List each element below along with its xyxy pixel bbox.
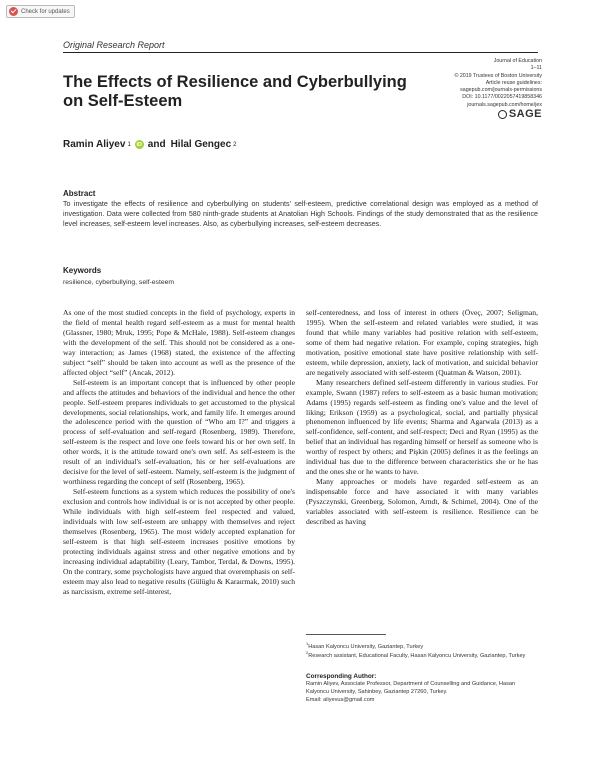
author-list — [63, 139, 236, 150]
body-column-right — [306, 308, 538, 527]
body-paragraph: self-centeredness, and loss of interest in others (Öveç, 2007; Seligman, 1995). When the self-esteem and related variables were studied, it was found that while many variables had positive relation with self-esteem, some of them had negative relation. For example, coping strategies, high motivation, positive emotional state have positive relationship with self-esteem, while depression, anxiety, lack of motivation, and suicidal behavior are negatively associated with self-esteem (Quatman & Watson, 2001). — [306, 308, 538, 377]
affiliation-text: Hasan Kalyoncu University, Gaziantep, Turkey — [308, 643, 424, 650]
body-paragraph: Self-esteem functions as a system which reduces the possibility of one's exclusion and controls how individual is or is not accepted by other people. While individuals with high self-esteem feel respected and valued, individuals with low self-esteem are unhappy with themselves and reject themselves (Rosenberg, 1965). The most widely accepted explanation for self-esteem is that high self-esteem increases positive emotions by protecting individuals against stress and other negative emotions and by increasing individual adaptability (Leary, Tambor, Terdal, & Downs, 1995). On the contrary, some psychologists have argued that overemphasis on self-esteem may also lead to negative results (Gülüglu & Karaırmak, 2010) such as narcissism, extreme self-interest, — [63, 487, 295, 596]
journal-name: Journal of Education — [493, 58, 542, 64]
affiliation-marker: 1 — [127, 141, 131, 148]
check-for-updates-badge[interactable] — [6, 5, 75, 18]
author-name[interactable]: Ramin Aliyev — [63, 139, 126, 150]
article-title: The Effects of Resilience and Cyberbullying on Self-Esteem — [63, 73, 407, 110]
orcid-icon[interactable]: iD — [136, 141, 143, 148]
article-type: Original Research Report — [63, 40, 165, 50]
keywords-text: resilience, cyberbullying, self-esteem — [63, 279, 175, 286]
author-name[interactable]: Hilal Gengec — [170, 139, 232, 150]
doi[interactable]: DOI: 10.1177/0022057419858346 — [462, 94, 542, 101]
affiliation-text: Research assistant, Educational Faculty, Hasan Kalyoncu University, Gaziantep, Turkey — [308, 652, 526, 659]
journal-homepage-link[interactable]: journals.sagepub.com/home/jex — [467, 101, 542, 108]
journal-meta — [432, 58, 542, 122]
footnote-divider — [306, 634, 386, 635]
corresponding-author-text: Ramin Aliyev, Associate Professor, Department of Counselling and Guidance, Hasan Kalyoncu University, Sahinbey, Gaziantep 27260, Turkey. — [306, 680, 516, 695]
body-paragraph: As one of the most studied concepts in the field of psychology, experts in the field of mental health regard self-esteem as a must for mental health (Glassner, 1980; Mruk, 1995; Pope & McHale, 1988). Self-esteem changes with the development of the self. This should not be considered as a one-way interaction; as James (1968) stated, the existence of the affecting subject “self” should be taken into account as well as the presence of the affected object “self” (Ancak, 2012). — [63, 308, 295, 377]
affiliation-marker: 2 — [233, 141, 237, 148]
page-range: 1–11 — [530, 65, 542, 72]
header-divider — [63, 52, 538, 53]
abstract-text: To investigate the effects of resilience and cyberbullying on students' self-esteem, predictive correlational design was employed as a method of investigation. Data were collected from 580 ninth-grade students at Anatolian High Schools. Findings of the study demonstrated that as the resilience level increases, self-esteem level increases. Also, as cyberbullying increases, self-esteem decreases. — [63, 200, 538, 229]
sage-logo-icon — [498, 110, 507, 119]
body-column-left — [63, 308, 295, 597]
copyright: © 2019 Trustees of Boston University — [454, 72, 542, 79]
check-updates-icon — [9, 7, 18, 16]
author-connector: and — [147, 139, 166, 150]
affiliation-2 — [306, 649, 538, 661]
sage-logo — [498, 107, 542, 120]
corresponding-email[interactable]: Email: aliyevus@gmail.com — [306, 696, 375, 703]
affiliation-marker: 2 — [306, 650, 309, 655]
corresponding-author-heading: Corresponding Author: — [306, 673, 377, 680]
affiliation-marker: 1 — [306, 641, 309, 646]
sage-logo-text: SAGE — [508, 107, 542, 120]
abstract-heading: Abstract — [63, 189, 96, 198]
permissions-link[interactable]: sagepub.com/journals-permissions — [460, 87, 542, 94]
body-paragraph: Many approaches or models have regarded self-esteem as an indispensable force and have associated it with many variables (Pyszczynski, Greenberg, Solomon, Arndt, & Schimel, 2004). One of the variables associated with self-esteem is resilience. Resilience can be described as having — [306, 477, 538, 527]
corresponding-author — [306, 673, 538, 705]
check-updates-label: Check for updates — [21, 8, 70, 15]
body-paragraph: Self-esteem is an important concept that is influenced by other people and affects the attitudes and behaviors of the individual and hence the other people. Self-esteem prepares individuals to get accustomed to the physical developments, social relationships, work, and family life. It emerges around the adolescence period with the question of “Who am I?” and triggers a process of self-evaluation and self-regard (Rosenberg, 1989). Therefore, self-esteem is the respect and love one feels toward his or her own self. In other words, it is the attitude toward one's own self. As self-esteem is the result of an individual's self-evaluation, his or her self-evaluations are decisive for the level of self-esteem. Namely, self-esteem is the judgment of worthiness regarding the concept of self (Rosenberg, 1965). — [63, 377, 295, 487]
keywords-heading: Keywords — [63, 266, 102, 275]
reuse-guidelines: Article reuse guidelines: — [485, 79, 542, 86]
body-paragraph: Many researchers defined self-esteem differently in various studies. For example, Swann (1987) refers to self-esteem as a basic human motivation; Adams (1995) regards self-esteem as finding one's value and the level of liking; Erikson (1959) as a psychological, social, and partially physical phenomenon influenced by life events; Sharma and Agarwala (2013) as a self-confidence, self-content, and self-respect; Deci and Ryan (1995) as the belief that an individual has regarding himself or herself as someone who is worthy of respect by others; and Pişkin (2005) defines it as the feelings an individual has due to the difference between characteristics she or he has and the ones she or he wants to have. — [306, 377, 538, 477]
